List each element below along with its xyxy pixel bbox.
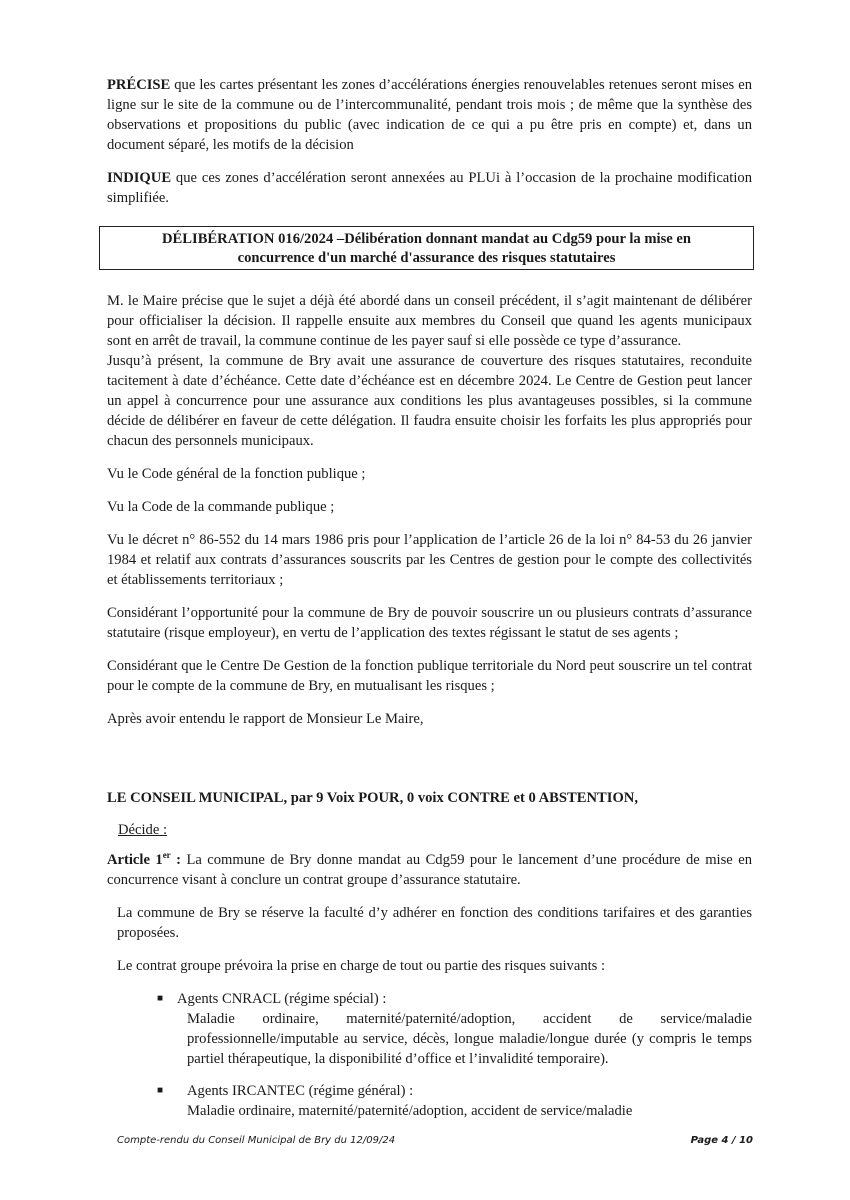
- contrat-groupe-paragraph: Le contrat groupe prévoira la prise en charge de tout ou partie des risques suivants :: [117, 958, 606, 974]
- considerant-opportunite: Considérant l’opportunité pour la commune de Bry de pouvoir souscrire un ou plusieurs contrats d’assurance statutaire (risque employeur), en vertu de l’application des textes régissant le statut de ses agents ;: [107, 605, 752, 641]
- article-1-sup: er: [162, 850, 171, 861]
- decide-heading: Décide :: [118, 822, 168, 838]
- precise-keyword: PRÉCISE: [107, 77, 171, 93]
- indique-paragraph: [107, 168, 752, 208]
- intro-section: [107, 75, 752, 208]
- bullet-body: Maladie ordinaire, maternité/paternité/adoption, accident de service/maladie professionnelle/imputable au service, décès, longue maladie/longue durée (y compris le temps partiel thérapeutique, la disponibilité d’office et l’invalidité temporaire).: [187, 1011, 752, 1067]
- precise-text: que les cartes présentant les zones d’accélérations énergies renouvelables retenues seront mises en ligne sur le site de la commune ou de l’intercommunalité, pendant trois mois ; de même que la synthèse des observations et propositions du public (avec indication de ce qui a pu être pris en compte) et, dans un document séparé, les motifs de la décision: [107, 77, 752, 153]
- bullet-item-cnracl: [157, 989, 752, 1069]
- deliberation-title-box: [99, 226, 754, 270]
- article-1: [107, 850, 752, 890]
- square-bullet-icon: ■: [157, 1085, 164, 1096]
- apres-rapport: Après avoir entendu le rapport de Monsieur Le Maire,: [107, 711, 424, 727]
- precise-paragraph: [107, 75, 752, 155]
- decision-section: [107, 788, 752, 1121]
- indique-text: que ces zones d’accélération seront annexées au PLUi à l’occasion de la prochaine modification simplifiée.: [107, 170, 752, 206]
- vu-decret: Vu le décret n° 86-552 du 14 mars 1986 pris pour l’application de l’article 26 de la loi n° 84-53 du 26 janvier 1984 et relatif aux contrats d’assurances souscrits par les Centres de gestion pour le compte des collectivités et établissements territoriaux ;: [107, 532, 752, 588]
- considerant-centre-gestion: Considérant que le Centre De Gestion de la fonction publique territoriale du Nord peut souscrire un tel contrat pour le compte de la commune de Bry, en mutualisant les risques ;: [107, 658, 752, 694]
- bullet-title: Agents IRCANTEC (régime général) :: [187, 1083, 414, 1099]
- bullet-title: Agents CNRACL (régime spécial) :: [177, 991, 387, 1007]
- article-1-text: La commune de Bry donne mandat au Cdg59 pour le lancement d’une procédure de mise en concurrence visant à conclure un contrat groupe d’assurance statutaire.: [107, 852, 752, 888]
- maire-paragraph: M. le Maire précise que le sujet a déjà été abordé dans un conseil précédent, il s’agit maintenant de délibérer pour officialiser la décision. Il rappelle ensuite aux membres du Conseil que quand les agents municipaux sont en arrêt de travail, la commune continue de les payer sauf si elle possède ce type d’assurance.: [107, 293, 752, 349]
- bullet-item-ircantec: [157, 1081, 752, 1121]
- reserve-paragraph: La commune de Bry se réserve la faculté d’y adhérer en fonction des conditions tarifaires et des garanties proposées.: [117, 905, 752, 941]
- deliberation-title-line1: DÉLIBÉRATION 016/2024 –Délibération donnant mandat au Cdg59 pour la mise en: [162, 231, 691, 247]
- square-bullet-icon: ■: [157, 993, 164, 1004]
- article-1-colon: :: [170, 852, 181, 868]
- deliberation-title: [100, 230, 753, 268]
- footer-page-number: Page 4 / 10: [690, 1135, 753, 1146]
- article-1-label: Article 1: [107, 852, 163, 868]
- vu-code-commande: Vu la Code de la commande publique ;: [107, 499, 335, 515]
- deliberation-title-line2: concurrence d'un marché d'assurance des risques statutaires: [237, 250, 616, 266]
- indique-keyword: INDIQUE: [107, 170, 172, 186]
- deliberation-body: [107, 291, 752, 729]
- context-paragraph: Jusqu’à présent, la commune de Bry avait une assurance de couverture des risques statutaires, reconduite tacitement à date d’échéance. Cette date d’échéance est en décembre 2024. Le Centre de Gestion peut lancer un appel à concurrence pour une assurance aux conditions les plus avantageuses possibles, si la commune décide de délibérer en faveur de cette délégation. Il faudra ensuite choisir les forfaits les plus appropriés pour chacun des personnels municipaux.: [107, 353, 752, 449]
- vote-result: LE CONSEIL MUNICIPAL, par 9 Voix POUR, 0 voix CONTRE et 0 ABSTENTION,: [107, 790, 638, 806]
- page-footer: [117, 1131, 753, 1151]
- footer-document-title: Compte-rendu du Conseil Municipal de Bry du 12/09/24: [117, 1135, 396, 1146]
- vu-code-general: Vu le Code général de la fonction publique ;: [107, 466, 366, 482]
- bullet-body: Maladie ordinaire, maternité/paternité/adoption, accident de service/maladie: [187, 1103, 633, 1119]
